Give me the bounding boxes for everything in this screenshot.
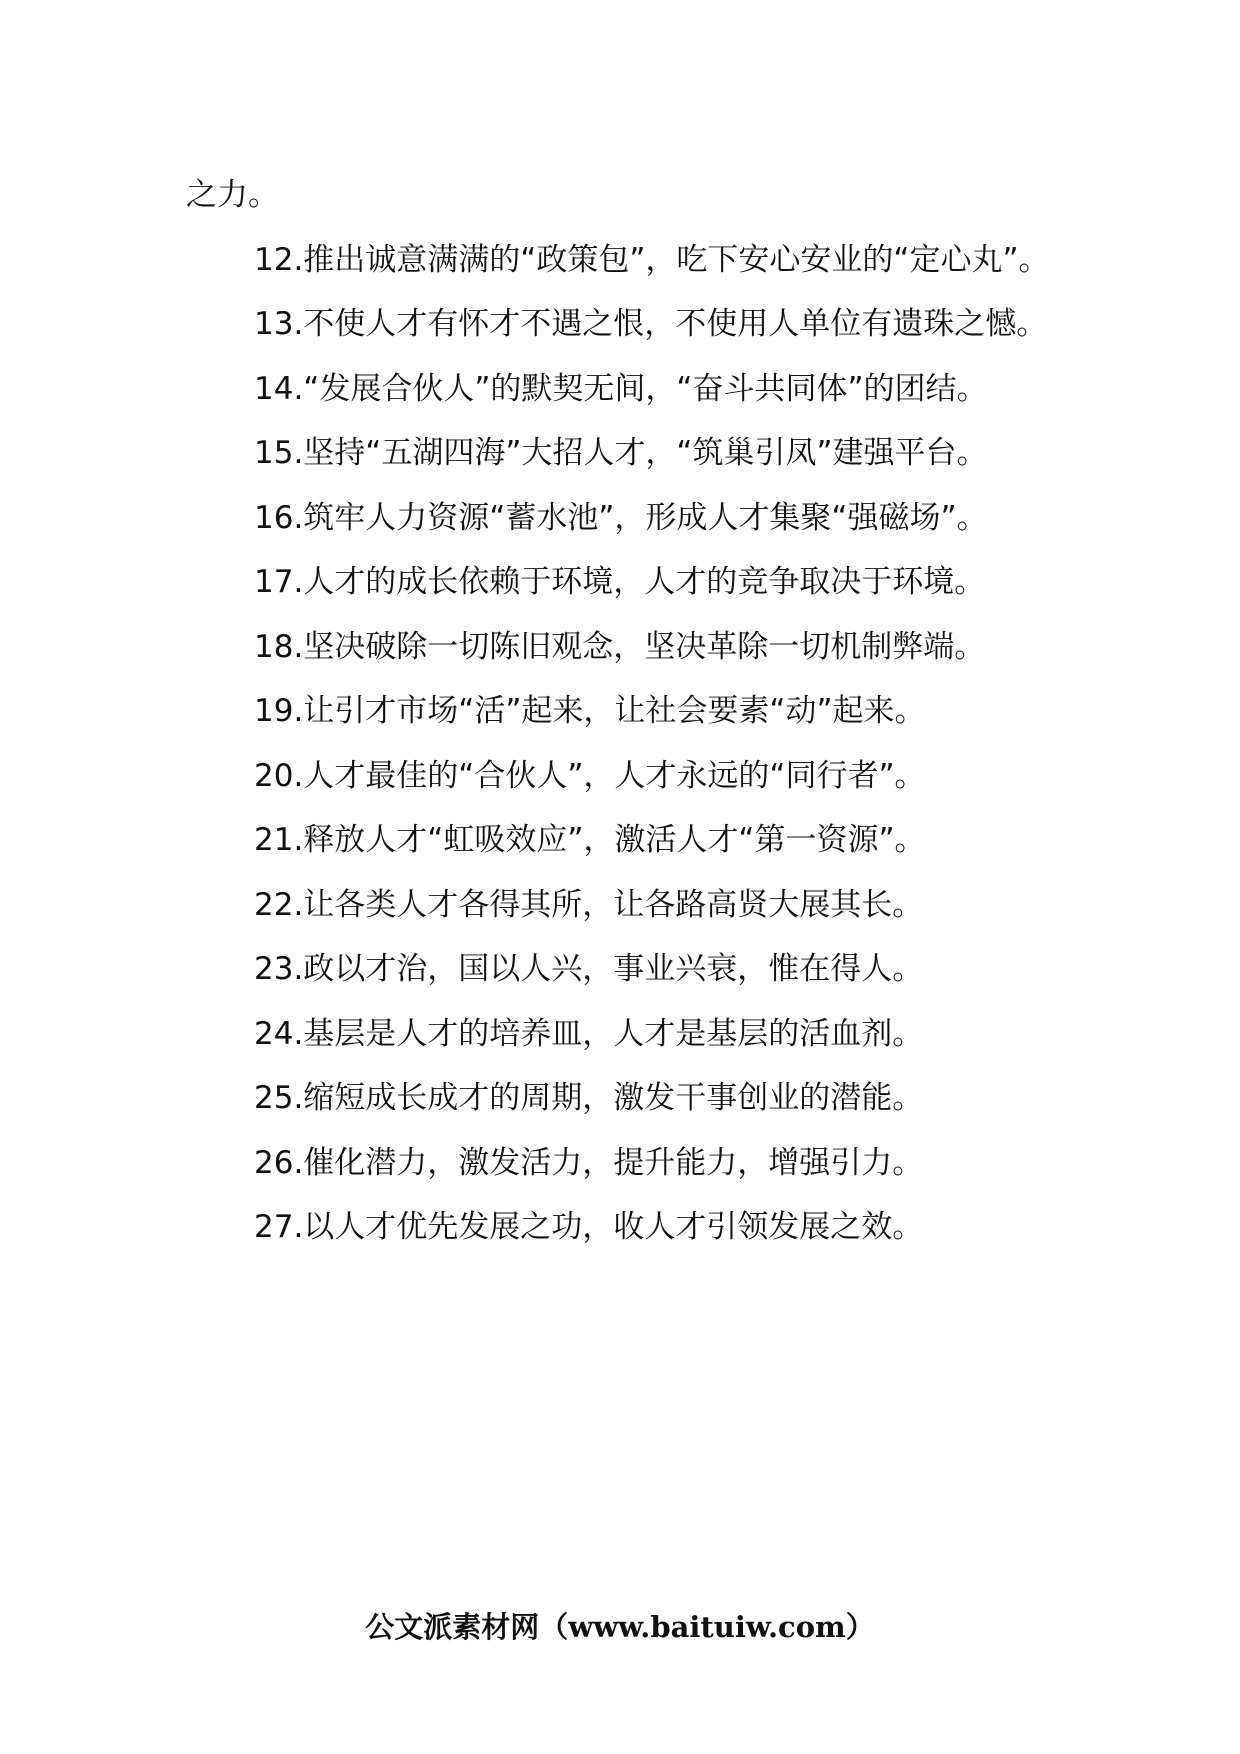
- continuation-text: 之力。: [186, 177, 279, 213]
- list-item: 18.坚决破除一切陈旧观念，坚决革除一切机制弊端。: [254, 628, 986, 665]
- footer-watermark: 公文派素材网（www.baituiw.com）: [365, 1610, 875, 1644]
- list-item: 15.坚持“五湖四海”大招人才，“筑巢引凤”建强平台。: [254, 435, 988, 471]
- list-item: 27.以人才优先发展之功，收人才引领发展之效。: [254, 1209, 924, 1245]
- list-item: 12.推出诚意满满的“政策包”，吃下安心安业的“定心丸”。: [254, 241, 1050, 278]
- list-item: 22.让各类人才各得其所，让各路高贤大展其长。: [254, 886, 924, 923]
- list-item: 21.释放人才“虹吸效应”，激活人才“第一资源”。: [254, 822, 926, 858]
- list-item: 26.催化潜力，激发活力，提升能力，增强引力。: [254, 1144, 924, 1181]
- list-item: 16.筑牢人力资源“蓄水池”，形成人才集聚“强磁场”。: [254, 499, 988, 536]
- list-item: 25.缩短成长成才的周期，激发干事创业的潜能。: [254, 1080, 924, 1116]
- list-item: 23.政以才治，国以人兴，事业兴衰，惟在得人。: [254, 951, 924, 987]
- list-item: 24.基层是人才的培养皿，人才是基层的活血剂。: [254, 1015, 924, 1052]
- document-body: [186, 163, 1066, 1260]
- list-item: 20.人才最佳的“合伙人”，人才永远的“同行者”。: [254, 757, 926, 794]
- list-item: 17.人才的成长依赖于环境，人才的竞争取决于环境。: [254, 564, 986, 600]
- list-item: 13.不使人才有怀才不遇之恨，不使用人单位有遗珠之憾。: [254, 306, 1048, 342]
- list-item: 19.让引才市场“活”起来，让社会要素“动”起来。: [254, 693, 926, 729]
- list-item: 14.“发展合伙人”的默契无间，“奋斗共同体”的团结。: [254, 370, 988, 407]
